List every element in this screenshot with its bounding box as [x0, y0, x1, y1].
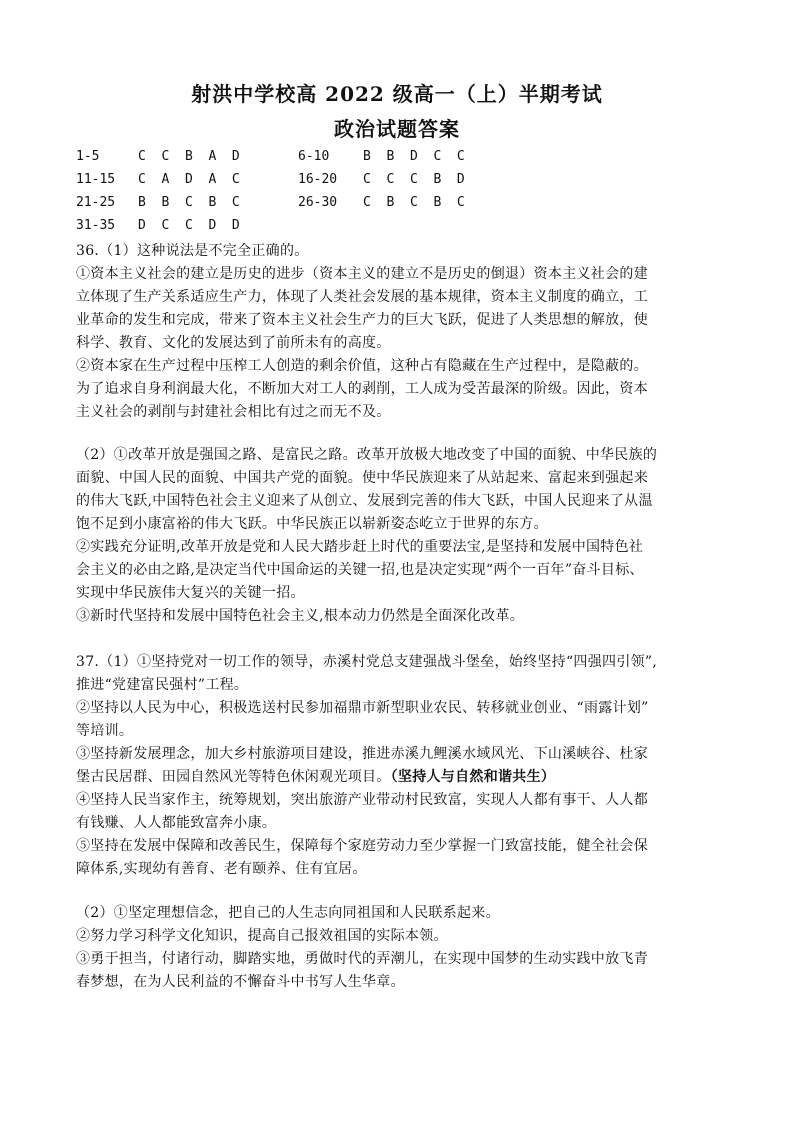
q36-text-line: 会主义的必由之路,是决定当代中国命运的关键一招,也是决定实现“两个一百年”奋斗目标、: [76, 562, 644, 578]
q36-part1-heading: 36.（1）这种说法是不完全正确的。: [76, 243, 309, 259]
answer-letters-21-25: B B C B C: [138, 195, 240, 210]
q36-text-line: ③新时代坚持和发展中国特色社会主义,根本动力仍然是全面深化改革。: [76, 608, 525, 624]
q36-text-line: ②实践充分证明,改革开放是党和人民大踏步赶上时代的重要法宝,是坚持和发展中国特色社: [76, 539, 644, 555]
q37-text-span: 堡古民居群、田园自然风光等特色休闲观光项目。: [76, 769, 391, 785]
q36-text-line: 业革命的发生和完成，带来了资本主义社会生产力的巨大飞跃，促进了人类思想的解放，使: [76, 312, 648, 328]
q37-text-line: 推进“党建富民强村”工程。: [76, 677, 249, 693]
q37-text-line: 障体系,实现幼有善育、老有颐养、住有宜居。: [76, 861, 367, 877]
bold-note: （坚持人与自然和谐共生）: [390, 769, 556, 785]
answer-range-1-5: 1-5: [76, 149, 100, 164]
q36-part2-heading: （2）①改革开放是强国之路、是富民之路。改革开放极大地改变了中国的面貌、中华民族的: [76, 447, 658, 463]
q37-text-line: 有钱赚、人人都能致富奔小康。: [76, 815, 277, 831]
answer-letters-16-20: C C C B D: [363, 172, 465, 187]
answer-range-6-10: 6-10: [298, 149, 330, 164]
q36-text-line: 主义社会的剥削与封建社会相比有过之而无不及。: [76, 404, 391, 420]
q37-part2-heading: （2）①坚定理想信念，把自己的人生志向同祖国和人民联系起来。: [76, 905, 500, 921]
answer-letters-11-15: C A D A C: [138, 172, 240, 187]
q36-text-line: 饱不足到小康富裕的伟大飞跃。中华民族正以崭新姿态屹立于世界的东方。: [76, 516, 548, 532]
answer-range-16-20: 16-20: [298, 172, 338, 187]
q37-text-line: ③勇于担当，付诸行动，脚踏实地，勇做时代的弄潮儿，在实现中国梦的生动实践中放飞青: [76, 951, 648, 967]
answer-range-11-15: 11-15: [76, 172, 116, 187]
answer-range-26-30: 26-30: [298, 195, 338, 210]
q36-text-line: ②资本家在生产过程中压榨工人创造的剩余价值，这种占有隐藏在生产过程中，是隐蔽的。: [76, 358, 648, 374]
q36-text-line: 为了追求自身利润最大化，不断加大对工人的剥削，工人成为受苦最深的阶级。因此，资本: [76, 381, 648, 397]
q37-text-line: ②努力学习科学文化知识，提高自己报效祖国的实际本领。: [76, 928, 448, 944]
q37-part1-heading: 37.（1）①坚持党对一切工作的领导，赤溪村党总支建强战斗堡垒，始终坚持“四强四引领”,: [76, 654, 658, 670]
q36-text-line: 的伟大飞跃,中国特色社会主义迎来了从创立、发展到完善的伟大飞跃，中国人民迎来了从温: [76, 493, 653, 509]
q36-text-line: ①资本主义社会的建立是历史的进步（资本主义的建立不是历史的倒退）资本主义社会的建: [76, 266, 648, 282]
q37-text-line: ⑤坚持在发展中保障和改善民生，保障每个家庭劳动力至少掌握一门致富技能，健全社会保: [76, 838, 648, 854]
exam-subtitle: 政治试题答案: [334, 117, 460, 141]
q37-text-line: ④坚持人民当家作主，统筹规划，突出旅游产业带动村民致富，实现人人都有事干、人人都: [76, 792, 648, 808]
q37-text-line: 等培训。: [76, 723, 134, 739]
exam-title: 射洪中学校高 2022 级高一（上）半期考试: [191, 82, 603, 106]
answer-range-21-25: 21-25: [76, 195, 116, 210]
answer-range-31-35: 31-35: [76, 218, 116, 233]
q36-text-line: 实现中华民族伟大复兴的关键一招。: [76, 585, 305, 601]
q36-text-line: 科学、教育、文化的发展达到了前所未有的高度。: [76, 335, 391, 351]
answer-letters-1-5: C C B A D: [138, 149, 240, 164]
answer-letters-26-30: C B C B C: [363, 195, 465, 210]
answer-letters-31-35: D C C D D: [138, 218, 240, 233]
q37-text-line: ②坚持以人民为中心，积极选送村民参加福鼎市新型职业农民、转移就业创业、“雨露计划”: [76, 700, 649, 716]
q37-text-line: ③坚持新发展理念，加大乡村旅游项目建设，推进赤溪九鲤溪水域风光、下山溪峡谷、杜家: [76, 746, 648, 762]
q37-text-line: 春梦想，在为人民利益的不懈奋斗中书写人生华章。: [76, 974, 405, 990]
answer-letters-6-10: B B D C C: [363, 149, 465, 164]
q37-text-line: [76, 766, 555, 786]
q36-text-line: 面貌、中国人民的面貌、中国共产党的面貌。使中华民族迎来了从站起来、富起来到强起来: [76, 470, 648, 486]
q36-text-line: 立体现了生产关系适应生产力，体现了人类社会发展的基本规律，资本主义制度的确立，工: [76, 289, 648, 305]
